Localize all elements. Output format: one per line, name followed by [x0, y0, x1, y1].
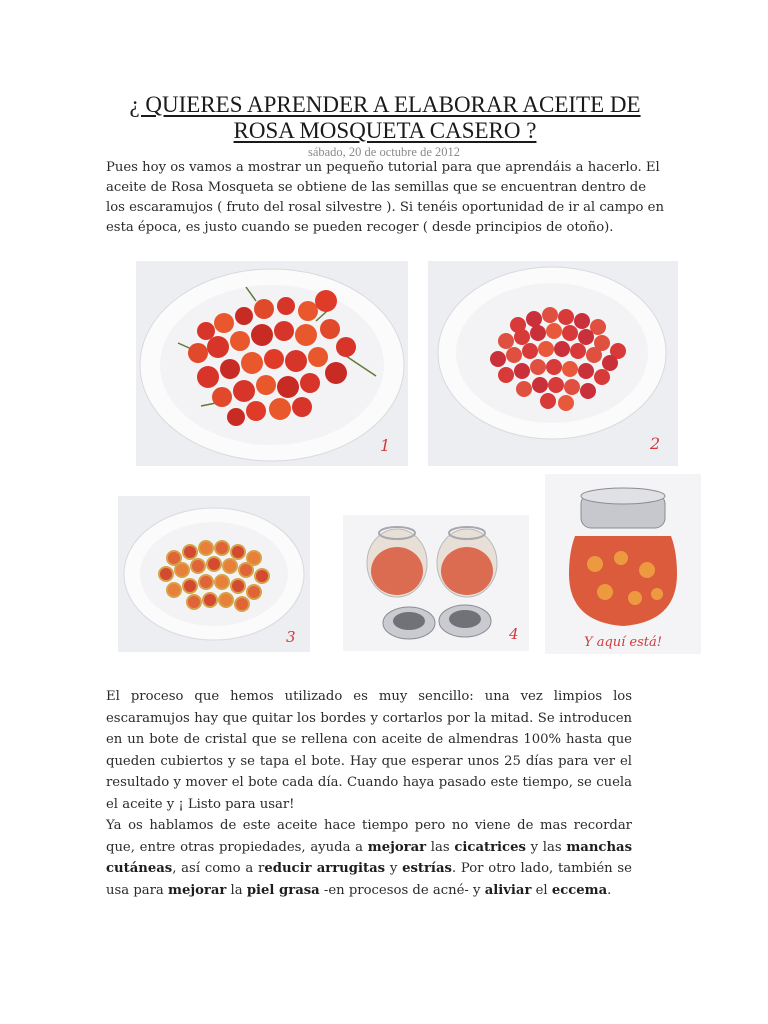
post-date: sábado, 20 de octubre de 2012: [307, 145, 461, 159]
photo-2-label: 2: [650, 434, 661, 453]
properties-text: el: [531, 882, 552, 898]
process-paragraph: El proceso que hemos utilizado es muy sencillo: una vez limpios los escaramujos hay que quitar los bordes y cortarlos por la mitad. Se introducen en un bote de cristal que se rellena con aceite de almendras 100% hasta que queden cubiertos y se tapa el bote. Hay que esperar unos 25 días para ver el resultado y mover el bote cada día. Cuando haya pasado este tiempo, se cuela el aceite y ¡ Listo para usar!: [106, 689, 632, 812]
photo-1-illustration: [136, 261, 408, 466]
photo-rosehips-halved: [118, 496, 310, 652]
properties-text: la: [226, 882, 247, 898]
photo-rosehips-clean: [428, 261, 678, 466]
properties-bold: manchas cutáneas: [106, 839, 633, 876]
properties-text: -en procesos de acné- y: [319, 882, 485, 898]
post-title-line2: ROSA MOSQUETA CASERO ?: [233, 118, 537, 143]
photo-4-illustration: [343, 515, 529, 651]
photo-2-illustration: [428, 261, 678, 466]
properties-text: . Por otro lado, también se usa para: [106, 861, 632, 898]
properties-bold: piel grasa: [246, 882, 320, 898]
properties-text: Ya os hablamos de este aceite hace tiempo pero no viene de mas recordar que, entre otras propiedades, ayuda a: [106, 818, 632, 855]
properties-bold: eccema: [551, 882, 608, 898]
properties-text: .: [607, 882, 612, 898]
photo-4-label: 4: [509, 625, 519, 643]
photo-5-label: Y aquí está!: [583, 635, 663, 650]
properties-bold: aliviar: [484, 882, 532, 898]
photo-open-jars: [343, 515, 529, 651]
photo-3-label: 3: [286, 628, 296, 646]
properties-text: , así como a r: [172, 861, 265, 876]
properties-text: y: [385, 861, 403, 876]
post-title-line1: ¿ QUIERES APRENDER A ELABORAR ACEITE DE: [129, 92, 641, 117]
properties-bold: mejorar: [367, 839, 427, 855]
intro-paragraph: Pues hoy os vamos a mostrar un pequeño tutorial para que aprendáis a hacerlo. El aceite de Rosa Mosqueta se obtiene de las semillas que se encuentran dentro de los escaramujos ( fruto del rosal silvestre ). Si tenéis oportunidad de ir al campo en esta época, es justo cuando se pueden recoger ( desde principios de otoño).: [106, 160, 664, 235]
properties-text: las: [426, 839, 455, 855]
properties-bold: cicatrices: [454, 839, 526, 855]
photo-5-illustration: [545, 474, 701, 654]
properties-bold: estrías: [402, 861, 452, 876]
post-title: [90, 92, 680, 144]
photo-3-illustration: [118, 496, 310, 652]
photo-finished-jar: [545, 474, 701, 654]
photo-rosehips-whole: [136, 261, 408, 466]
properties-bold: educir arrugitas: [264, 861, 386, 876]
properties-text: y las: [525, 839, 567, 855]
properties-paragraph: [106, 815, 632, 901]
properties-bold: mejorar: [167, 882, 227, 898]
photo-1-label: 1: [380, 436, 391, 455]
